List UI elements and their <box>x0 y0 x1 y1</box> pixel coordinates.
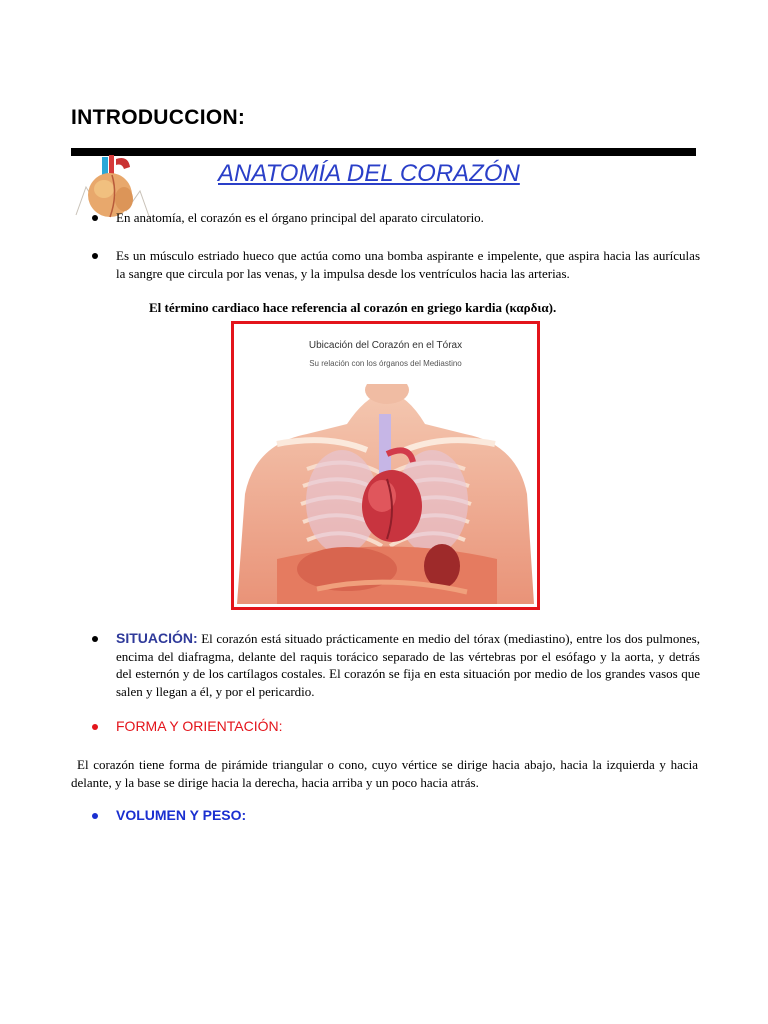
page-heading: INTRODUCCION: <box>71 106 246 129</box>
bullet-dot <box>92 813 98 819</box>
bold-note: El término cardiaco hace referencia al corazón en griego kardia (καρδια). <box>149 300 557 315</box>
torso-illustration <box>237 384 534 604</box>
bullet-dot <box>92 215 98 221</box>
bullet-text-1: En anatomía, el corazón es el órgano principal del aparato circulatorio. <box>116 210 484 225</box>
bullet-dot <box>92 636 98 642</box>
torax-figure <box>231 321 540 610</box>
figure-subtitle: Su relación con los órganos del Mediastino <box>309 359 462 368</box>
heading-rule <box>71 148 696 156</box>
figure-title: Ubicación del Corazón en el Tórax <box>308 340 463 351</box>
section-title[interactable]: ANATOMÍA DEL CORAZÓN <box>218 160 520 187</box>
volumen-heading: VOLUMEN Y PESO: <box>116 807 247 823</box>
situacion-label: SITUACIÓN: <box>116 630 198 646</box>
bullet-dot <box>92 724 98 730</box>
forma-heading: FORMA Y ORIENTACIÓN: <box>116 718 283 734</box>
situacion-text: El corazón está situado prácticamente en medio del tórax (mediastino), entre los dos pulmones, encima del diafragma, delante del raquis torácico separado de las vértebras por el esófago y la aorta, y detrás del esternón y de los cartílagos costales. El corazón se fija en esta situación por medio de los grandes vasos que salen y llegan a él, y por el pericardio. <box>116 631 700 699</box>
situacion-paragraph <box>116 630 700 700</box>
bullet-text-2: Es un músculo estriado hueco que actúa como una bomba aspirante e impelente, que aspira hacia las aurículas la sangre que circula por las venas, y la impulsa desde los ventrículos hacia las arterias. <box>116 248 700 281</box>
forma-paragraph: El corazón tiene forma de pirámide triangular o cono, cuyo vértice se dirige hacia abajo, hacia la izquierda y hacia delante, y la base se dirige hacia la derecha, hacia arriba y un poco hacia atrás. <box>71 757 698 790</box>
bullet-dot <box>92 253 98 259</box>
